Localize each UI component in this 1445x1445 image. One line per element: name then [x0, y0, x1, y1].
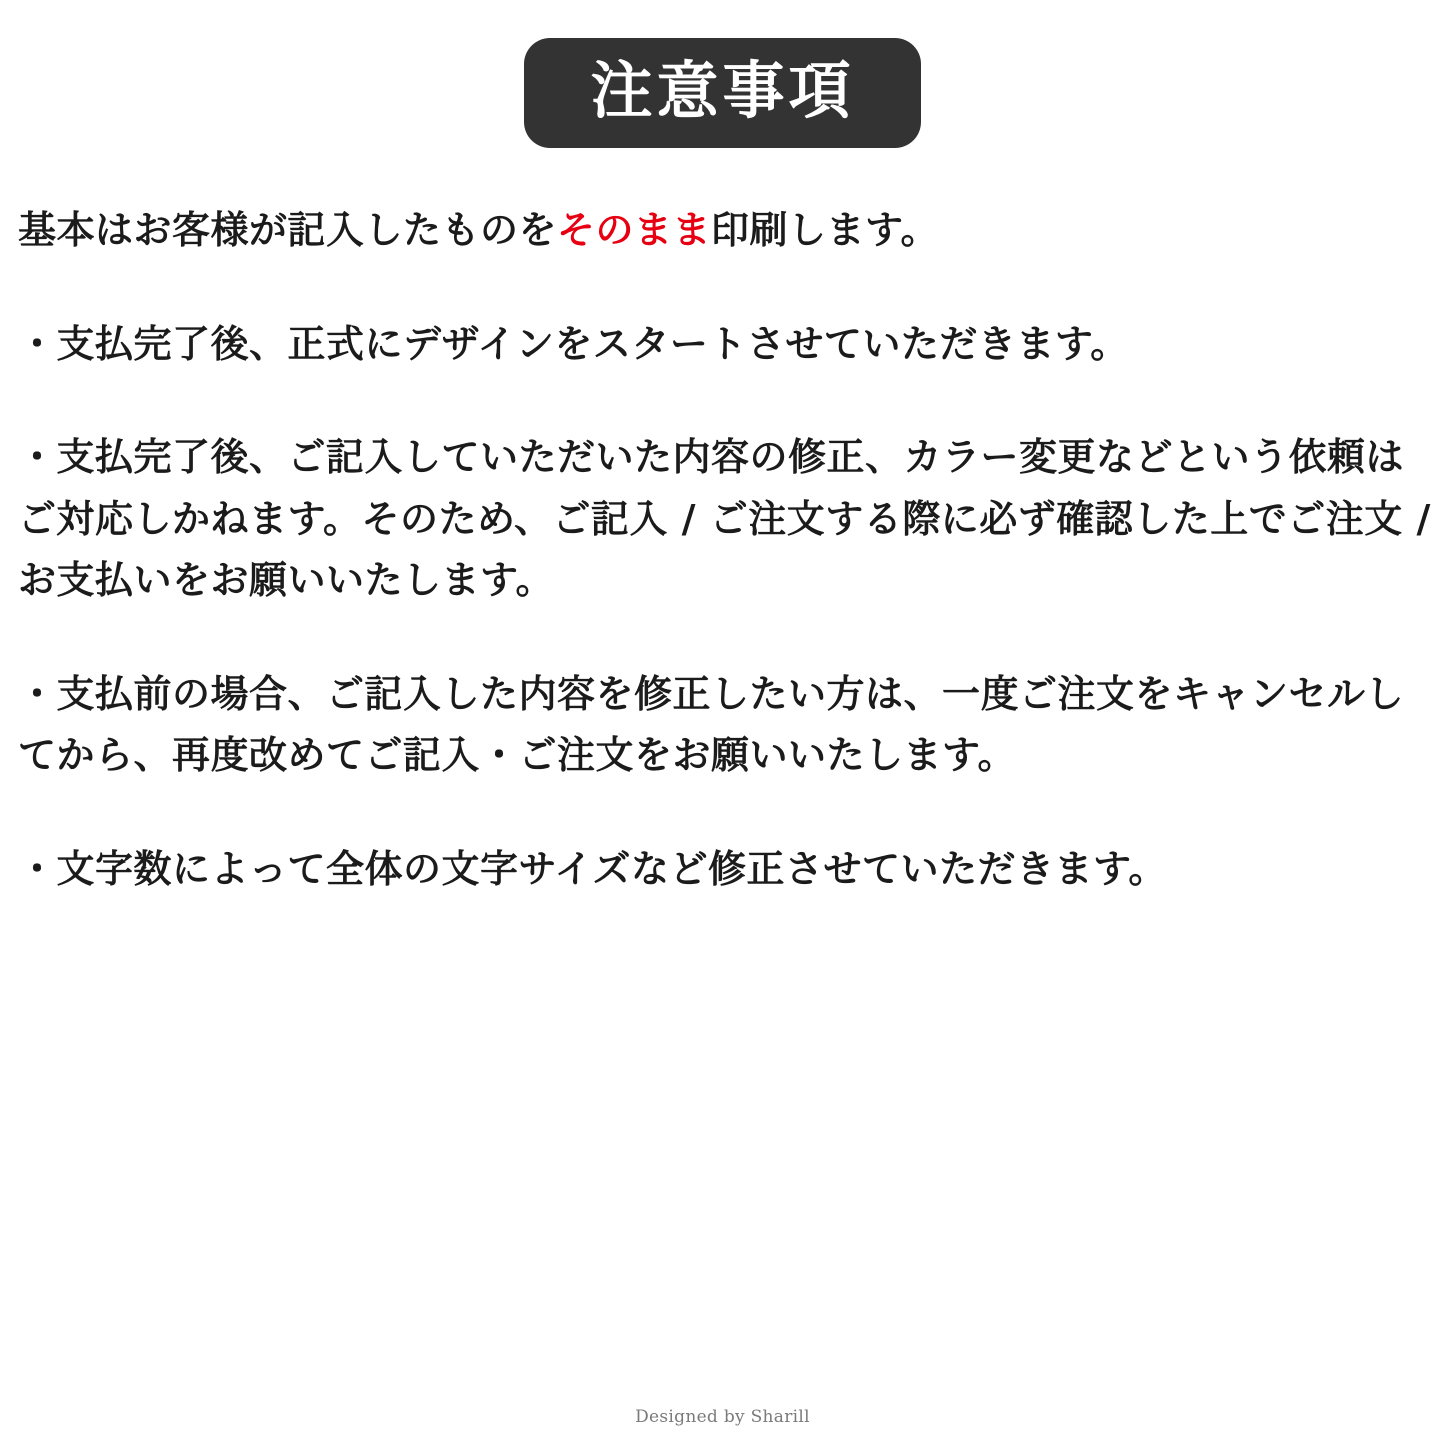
list-item: [18, 427, 1431, 612]
list-item: [18, 314, 1431, 376]
note-1-highlight: そのまま: [557, 208, 712, 252]
note-4-text: ・支払前の場合、ご記入した内容を修正したい方は、一度ご注文をキャンセルしてから、再度改めてご記入・ご注文をお願いいたします。: [18, 671, 1405, 778]
note-1-part-1: 基本はお客様が記入したものを: [18, 208, 558, 252]
list-item: [18, 200, 1431, 262]
note-1-part-3: 印刷します。: [711, 208, 939, 252]
list-item: [18, 839, 1431, 901]
note-5-text: ・文字数によって全体の文字サイズなど修正させていただきます。: [18, 846, 1167, 891]
footer-credit: Designed by Sharill: [635, 1407, 810, 1427]
notes-list: [0, 200, 1445, 900]
page-title: 注意事項: [524, 38, 920, 148]
note-2-text: ・支払完了後、正式にデザインをスタートさせていただきます。: [18, 321, 1129, 366]
note-3-text: ・支払完了後、ご記入していただいた内容の修正、カラー変更などという依頼はご対応しかねます。そのため、ご記入 / ご注文する際に必ず確認した上でご注文 / お支払いをお願いいたします。: [18, 435, 1431, 603]
list-item: [18, 664, 1431, 787]
title-container: [0, 0, 1445, 148]
